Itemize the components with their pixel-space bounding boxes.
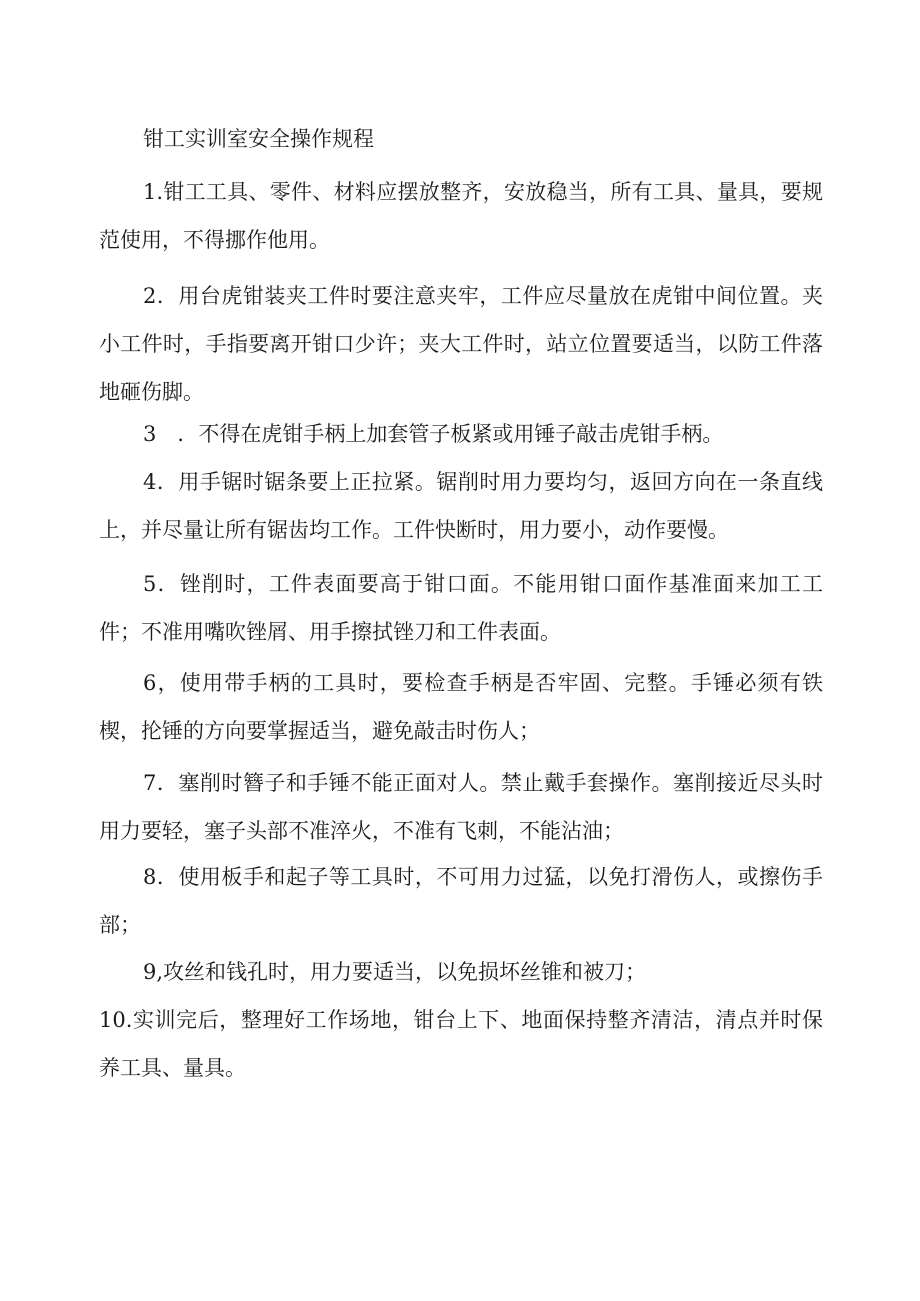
rule-paragraph-6: 6，使用带手柄的工具时，要检查手柄是否牢固、完整。手锤必须有铁楔，抡锤的方向要掌握适当，避免敲击时伤人； bbox=[99, 671, 823, 743]
rule-paragraph-8: 8．使用板手和起子等工具时，不可用力过猛，以免打滑伤人，或擦伤手部； bbox=[99, 865, 823, 937]
rule-paragraph-2: 2．用台虎钳装夹工件时要注意夹牢，工件应尽量放在虎钳中间位置。夹小工件时，手指要离开钳口少许；夹大工件时，站立位置要适当，以防工件落地砸伤脚。 bbox=[99, 284, 823, 404]
rule-paragraph-4: 4．用手锯时锯条要上正拉紧。锯削时用力要均匀，返回方向在一条直线上，并尽量让所有锯齿均工作。工件快断时，用力要小，动作要慢。 bbox=[99, 470, 823, 542]
rule-paragraph-3: 3 ．不得在虎钳手柄上加套管子板紧或用锤子敲击虎钳手柄。 bbox=[143, 422, 724, 446]
rule-paragraph-10: 10.实训完后，整理好工作场地，钳台上下、地面保持整齐清洁，清点并时保养工具、量具。 bbox=[99, 1008, 823, 1080]
rule-paragraph-9: 9,攻丝和钱孔时，用力要适当，以免损坏丝锥和被刀； bbox=[143, 960, 647, 984]
rule-paragraph-7: 7．塞削时簪子和手锤不能正面对人。禁止戴手套操作。塞削接近尽头时用力要轻，塞子头部不准淬火，不准有飞刺，不能沾油； bbox=[99, 771, 823, 843]
rule-paragraph-5: 5．锉削时，工件表面要高于钳口面。不能用钳口面作基准面来加工工件；不准用嘴吹锉屑、用手擦拭锉刀和工件表面。 bbox=[99, 572, 823, 644]
rule-paragraph-1: 1.钳工工具、零件、材料应摆放整齐，安放稳当，所有工具、量具，要规范使用，不得挪作他用。 bbox=[99, 180, 823, 252]
document-title: 钳工实训室安全操作规程 bbox=[143, 127, 374, 151]
